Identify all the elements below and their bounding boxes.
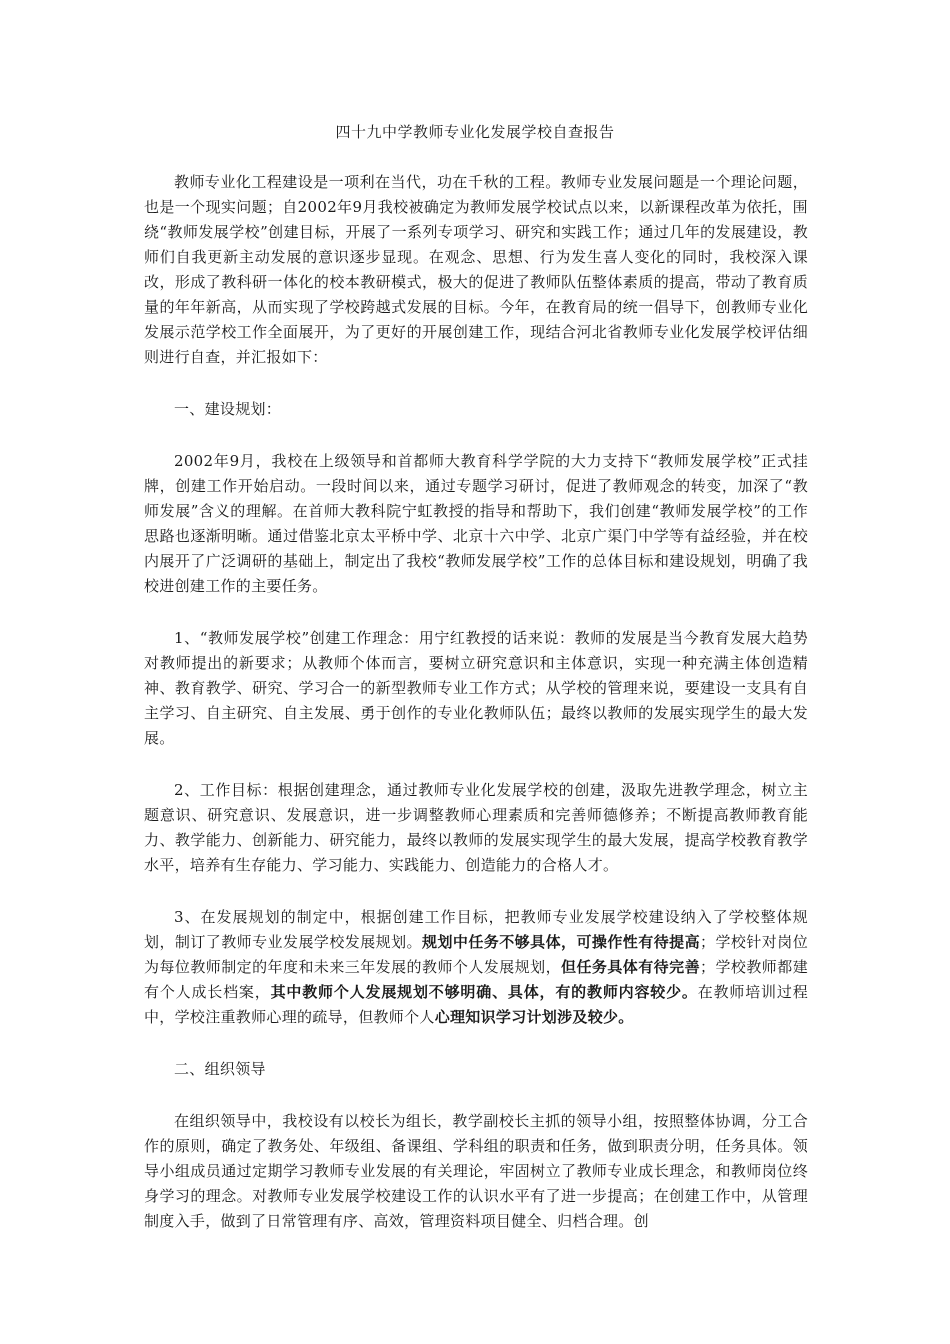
section-2-paragraph: 在组织领导中，我校设有以校长为组长，教学副校长主抓的领导小组，按照整体协调，分工合作的原则，确定了教务处、年级组、备课组、学科组的职责和任务，做到职责分明，任务具体。领导小组成员通过定期学习教师专业发展的有关理论，牢固树立了教师专业成长理念，和教师岗位终身学习的理念。对教师专业发展学校建设工作的认识水平有了进一步提高；在创建工作中，从管理制度入手，做到了日常管理有序、高效，管理资料项目健全、归档合理。创 — [144, 1112, 808, 1230]
section-1-heading: 一、建设规划： — [174, 400, 282, 418]
item-2-paragraph: 2、工作目标：根据创建理念，通过教师专业化发展学校的创建，汲取先进教学理念，树立主题意识、研究意识、发展意识，进一步调整教师心理素质和完善师德修养；不断提高教师教育能力、教学能力、创新能力、研究能力，最终以教师的发展实现学生的最大发展，提高学校教育教学水平，培养有生存能力、学习能力、实践能力、创造能力的合格人才。 — [144, 781, 808, 874]
item-3-bold-3: 其中教师个人发展规划不够明确、具体，有的教师内容较少。 — [270, 983, 698, 1001]
item-3-text-2: ；学校针对岗位为每位教师制定的年度和未来三年发展的教师个人发展规划， — [144, 933, 809, 976]
document-title: 四十九中学教师专业化发展学校自查报告 — [335, 123, 615, 141]
item-3-text-1: 3、在发展规划的制定中，根据创建工作目标，把教师专业发展学校建设纳入了学校整体规划，制订了教师专业发展学校发展规划。 — [144, 908, 808, 951]
item-3-bold-1: 规划中任务不够具体，可操作性有待提高 — [422, 933, 701, 951]
item-3-bold-2: 但任务具体有待完善 — [561, 958, 701, 976]
section-2-heading: 二、组织领导 — [174, 1060, 266, 1078]
item-3-text-3: ；学校教师都建有个人成长档案， — [144, 958, 809, 1001]
intro-paragraph: 教师专业化工程建设是一项利在当代，功在千秋的工程。教师专业发展问题是一个理论问题，也是一个现实问题；自2002年9月我校被确定为教师发展学校试点以来，以新课程改革为依托，围绕“教师发展学校”创建目标，开展了一系列专项学习、研究和实践工作；通过几年的发展建设，教师们自我更新主动发展的意识逐步显现。在观念、思想、行为发生喜人变化的同时，我校深入课改，形成了教科研一体化的校本教研模式，极大的促进了教师队伍整体素质的提高，带动了教育质量的年年新高，从而实现了学校跨越式发展的目标。今年，在教育局的统一倡导下，创教师专业化发展示范学校工作全面展开，为了更好的开展创建工作，现结合河北省教师专业化发展学校评估细则进行自查，并汇报如下： — [144, 173, 808, 366]
section-1-paragraph: 2002年9月，我校在上级领导和首都师大教育科学学院的大力支持下“教师发展学校”正式挂牌，创建工作开始启动。一段时间以来，通过专题学习研讨，促进了教师观念的转变，加深了“教师发展”含义的理解。在首师大教科院宁虹教授的指导和帮助下，我们创建“教师发展学校”的工作思路也逐渐明晰。通过借鉴北京太平桥中学、北京十六中学、北京广渠门中学等有益经验，并在校内展开了广泛调研的基础上，制定出了我校“教师发展学校”工作的总体目标和建设规划，明确了我校进创建工作的主要任务。 — [144, 452, 808, 595]
document-body — [144, 170, 808, 1261]
item-3-paragraph — [144, 905, 808, 1030]
item-3-text-4: 在教师培训过程中，学校注重教师心理的疏导，但教师个人 — [144, 983, 808, 1026]
item-1-paragraph: 1、“教师发展学校”创建工作理念：用宁红教授的话来说：教师的发展是当今教育发展大趋势对教师提出的新要求；从教师个体而言，要树立研究意识和主体意识，实现一种充满主体创造精神、教育教学、研究、学习合一的新型教师专业工作方式；从学校的管理来说，要建设一支具有自主学习、自主研究、自主发展、勇于创作的专业化教师队伍；最终以教师的发展实现学生的最大发展。 — [144, 629, 808, 747]
item-3-bold-4: 心理知识学习计划涉及较少。 — [434, 1008, 634, 1026]
